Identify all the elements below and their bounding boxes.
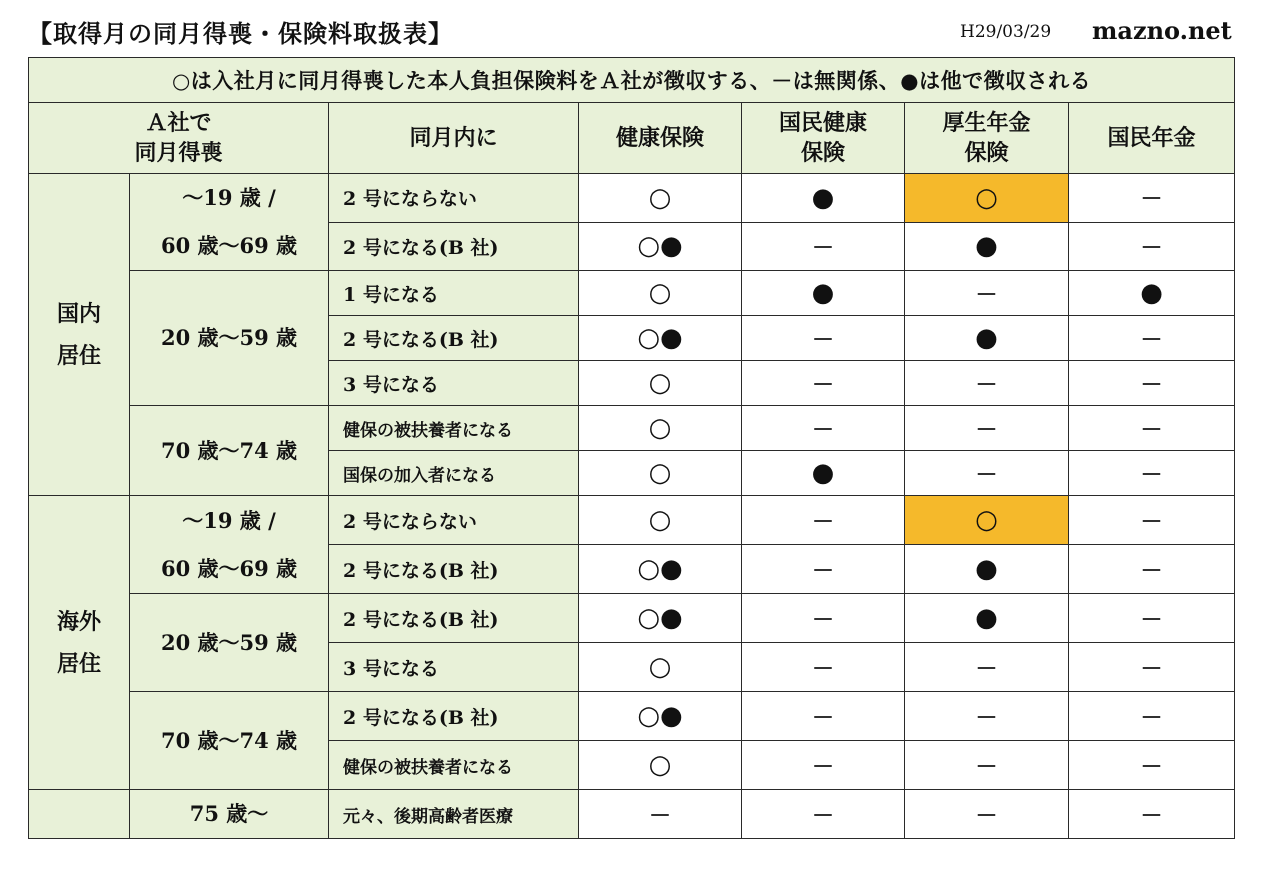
- kousei-cell: －: [905, 692, 1069, 741]
- age-group: 70 歳～74 歳: [130, 406, 329, 496]
- condition-cell: 健保の被扶養者になる: [329, 741, 579, 790]
- kokuho-cell: －: [742, 790, 905, 839]
- kenpo-cell: ○: [579, 643, 742, 692]
- kokuho-cell: －: [742, 361, 905, 406]
- insurance-table: [28, 57, 1235, 839]
- age-group: 20 歳～59 歳: [130, 594, 329, 692]
- kokunen-cell: －: [1069, 496, 1235, 545]
- kokuho-cell: －: [742, 316, 905, 361]
- age-label-line1: ～19 歳 /: [182, 507, 276, 533]
- kokunen-cell: －: [1069, 174, 1235, 223]
- kokunen-cell: －: [1069, 741, 1235, 790]
- kokunen-cell: －: [1069, 316, 1235, 361]
- kokunen-cell: －: [1069, 790, 1235, 839]
- condition-cell: 国保の加入者になる: [329, 451, 579, 496]
- table-row: [29, 406, 1235, 451]
- age-group: [130, 174, 329, 271]
- col-header-kokunen: 国民年金: [1069, 103, 1235, 174]
- condition-cell: 2 号にならない: [329, 496, 579, 545]
- col-header-group: [29, 103, 329, 174]
- condition-cell: 健保の被扶養者になる: [329, 406, 579, 451]
- condition-cell: 2 号になる(B 社): [329, 594, 579, 643]
- kenpo-cell: ○: [579, 361, 742, 406]
- condition-cell: 2 号にならない: [329, 174, 579, 223]
- kenpo-cell: ○: [579, 174, 742, 223]
- col-header-kokuho-line2: 保険: [800, 140, 845, 166]
- condition-cell: 1 号になる: [329, 271, 579, 316]
- kenpo-cell: ○: [579, 496, 742, 545]
- kokuho-cell: －: [742, 496, 905, 545]
- age-group: [130, 496, 329, 594]
- condition-cell: 2 号になる(B 社): [329, 692, 579, 741]
- kokunen-cell: －: [1069, 594, 1235, 643]
- age-group: 75 歳～: [130, 790, 329, 839]
- kousei-cell: －: [905, 406, 1069, 451]
- condition-cell: 元々、後期高齢者医療: [329, 790, 579, 839]
- kokuho-cell: ●: [742, 174, 905, 223]
- kenpo-cell: ○: [579, 451, 742, 496]
- condition-cell: 2 号になる(B 社): [329, 545, 579, 594]
- kousei-cell: ●: [905, 594, 1069, 643]
- kokunen-cell: －: [1069, 643, 1235, 692]
- kousei-cell-highlight: ○: [905, 496, 1069, 545]
- kokunen-cell: －: [1069, 222, 1235, 271]
- kokunen-cell: －: [1069, 406, 1235, 451]
- kokuho-cell: －: [742, 594, 905, 643]
- kenpo-cell: －: [579, 790, 742, 839]
- age-label-line1: ～19 歳 /: [182, 185, 276, 210]
- col-header-kokuho: [742, 103, 905, 174]
- region-domestic-line1: 国内: [56, 300, 101, 327]
- col-header-kousei: [905, 103, 1069, 174]
- table-row: [29, 790, 1235, 839]
- kousei-cell: －: [905, 643, 1069, 692]
- table-row: [29, 174, 1235, 223]
- kenpo-cell: ○●: [579, 594, 742, 643]
- legend-row: [29, 58, 1235, 103]
- page-title: 【取得月の同月得喪・保険料取扱表】: [28, 19, 453, 48]
- age-label-line2: 60 歳～69 歳: [160, 233, 298, 258]
- kenpo-cell: ○●: [579, 316, 742, 361]
- table-row: [29, 594, 1235, 643]
- kokunen-cell: －: [1069, 545, 1235, 594]
- col-header-kousei-line2: 保険: [964, 140, 1009, 166]
- table-row: [29, 692, 1235, 741]
- region-overseas-line2: 居住: [56, 650, 101, 677]
- region-domestic-line2: 居住: [56, 342, 101, 369]
- kousei-cell: ●: [905, 222, 1069, 271]
- kenpo-cell: ○: [579, 271, 742, 316]
- kokuho-cell: －: [742, 741, 905, 790]
- header-row: [29, 103, 1235, 174]
- condition-cell: 2 号になる(B 社): [329, 316, 579, 361]
- kokunen-cell: ●: [1069, 271, 1235, 316]
- kokuho-cell: －: [742, 692, 905, 741]
- kousei-cell: －: [905, 271, 1069, 316]
- col-header-kousei-line1: 厚生年金: [942, 110, 1031, 136]
- region-empty: [29, 790, 130, 839]
- condition-cell: 2 号になる(B 社): [329, 222, 579, 271]
- col-header-kokuho-line1: 国民健康: [778, 110, 867, 136]
- kokunen-cell: －: [1069, 451, 1235, 496]
- region-overseas-line1: 海外: [56, 608, 101, 635]
- site-name: mazno.net: [1092, 16, 1232, 45]
- condition-cell: 3 号になる: [329, 361, 579, 406]
- kenpo-cell: ○: [579, 406, 742, 451]
- age-group: 20 歳～59 歳: [130, 271, 329, 406]
- col-header-within-month: 同月内に: [329, 103, 579, 174]
- col-header-kenpo: 健康保険: [579, 103, 742, 174]
- col-header-group-line2: 同月得喪: [134, 140, 223, 166]
- kokuho-cell: －: [742, 643, 905, 692]
- kousei-cell-highlight: ○: [905, 174, 1069, 223]
- kousei-cell: －: [905, 451, 1069, 496]
- kenpo-cell: ○●: [579, 692, 742, 741]
- kenpo-cell: ○: [579, 741, 742, 790]
- kenpo-cell: ○●: [579, 222, 742, 271]
- table-row: [29, 271, 1235, 316]
- kousei-cell: ●: [905, 316, 1069, 361]
- legend-text: ○は入社月に同月得喪した本人負担保険料をＡ社が徴収する、－は無関係、●は他で徴収される: [29, 58, 1235, 103]
- region-domestic: [29, 174, 130, 496]
- col-header-group-line1: Ａ社で: [145, 110, 212, 136]
- kokuho-cell: －: [742, 222, 905, 271]
- kokuho-cell: ●: [742, 271, 905, 316]
- kokunen-cell: －: [1069, 361, 1235, 406]
- age-label-line2: 60 歳～69 歳: [160, 555, 298, 581]
- kenpo-cell: ○●: [579, 545, 742, 594]
- condition-cell: 3 号になる: [329, 643, 579, 692]
- table-row: [29, 496, 1235, 545]
- kokunen-cell: －: [1069, 692, 1235, 741]
- kokuho-cell: ●: [742, 451, 905, 496]
- kousei-cell: ●: [905, 545, 1069, 594]
- region-overseas: [29, 496, 130, 790]
- kousei-cell: －: [905, 790, 1069, 839]
- age-group: 70 歳～74 歳: [130, 692, 329, 790]
- kousei-cell: －: [905, 361, 1069, 406]
- kokuho-cell: －: [742, 545, 905, 594]
- document-date: H29/03/29: [960, 22, 1052, 42]
- kousei-cell: －: [905, 741, 1069, 790]
- kokuho-cell: －: [742, 406, 905, 451]
